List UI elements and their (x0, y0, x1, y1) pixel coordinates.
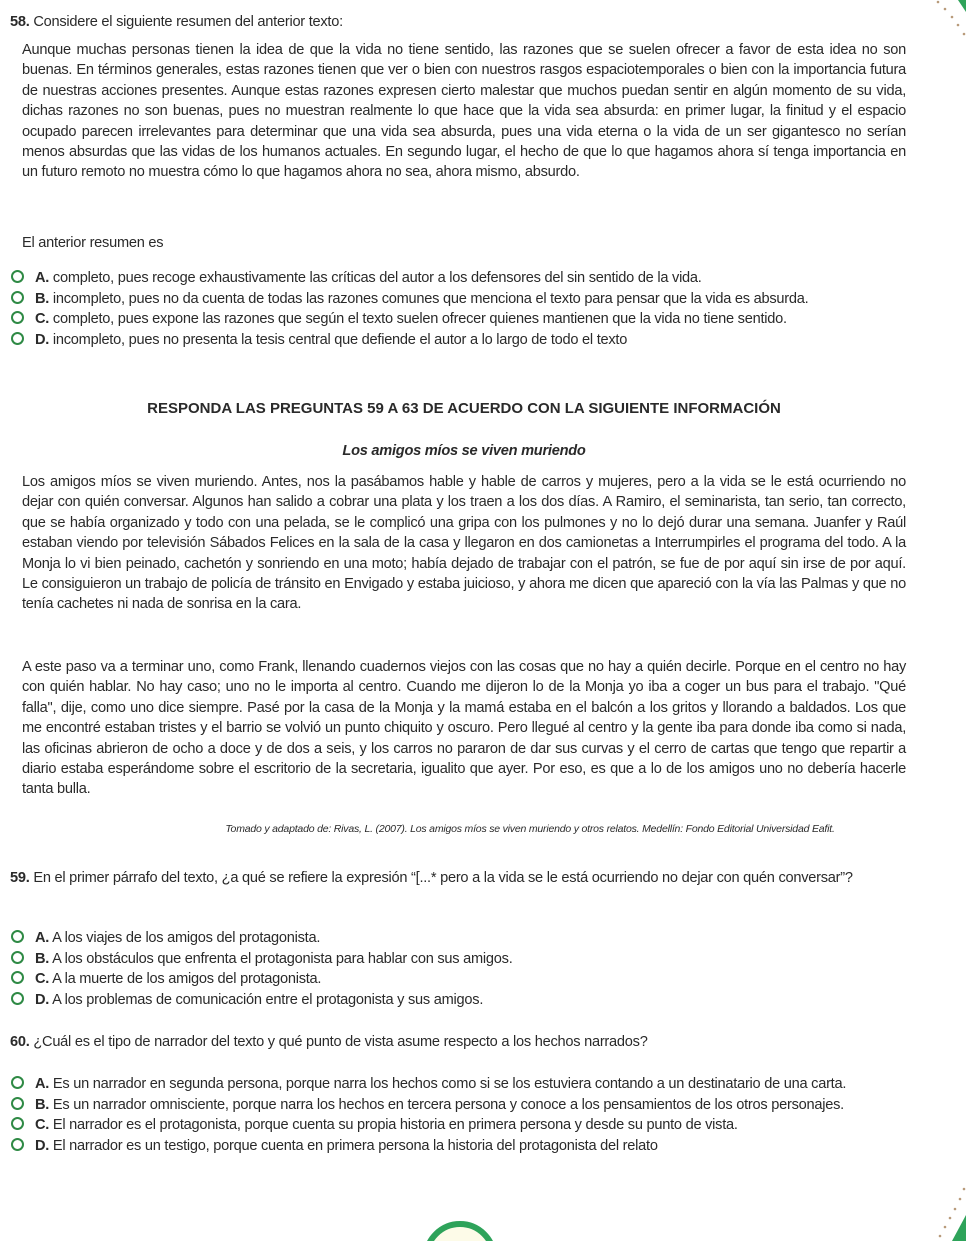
option-c[interactable] (23, 309, 907, 330)
option-text: El narrador es un testigo, porque cuenta en primera persona la historia del protagonista del relato (52, 1137, 658, 1154)
section-heading: RESPONDA LAS PREGUNTAS 59 A 63 DE ACUERDO CON LA SIGUIENTE INFORMACIÓN (147, 400, 781, 417)
option-letter: B. (35, 950, 50, 967)
option-letter: C. (35, 971, 50, 987)
option-letter: C. (35, 311, 50, 327)
option-d[interactable] (23, 1136, 907, 1157)
option-text: incompleto, pues no presenta la tesis central que defiende el autor a lo largo de todo el texto (52, 331, 628, 348)
option-letter: B. (35, 290, 50, 307)
option-text: incompleto, pues no da cuenta de todas las razones comunes que menciona el texto para pensar que la vida es absurda. (52, 290, 809, 307)
option-text: Es un narrador omnisciente, porque narra los hechos en tercera persona y conoce a los pensamientos de los otros personajes. (52, 1096, 844, 1113)
option-a[interactable] (23, 268, 907, 289)
option-letter: D. (35, 991, 50, 1008)
option-letter: A. (35, 1076, 50, 1092)
option-text: El narrador es el protagonista, porque cuenta su propia historia en primera persona y desde su punto de vista. (52, 1117, 738, 1133)
option-letter: D. (35, 1137, 50, 1154)
q59-options (23, 928, 907, 1010)
question-text: Considere el siguiente resumen del anterior texto: (33, 14, 343, 30)
option-text: A los viajes de los amigos del protagonista. (52, 930, 321, 946)
option-text: completo, pues recoge exhaustivamente las críticas del autor a los defensores del sin sentido de la vida. (52, 270, 702, 286)
corner-decoration-bottom (900, 1185, 966, 1241)
option-letter: A. (35, 270, 50, 286)
question-58 (10, 12, 906, 32)
question-prompt (10, 1032, 906, 1052)
radio-button[interactable] (11, 992, 24, 1005)
q60-options (23, 1074, 907, 1156)
option-b[interactable] (23, 289, 907, 310)
question-text: ¿Cuál es el tipo de narrador del texto y qué punto de vista asume respecto a los hechos narrados? (33, 1034, 648, 1050)
radio-button[interactable] (11, 1097, 24, 1110)
option-b[interactable] (23, 1095, 907, 1116)
option-d[interactable] (23, 990, 907, 1011)
question-number: 60. (10, 1034, 30, 1050)
option-d[interactable] (23, 330, 907, 351)
option-a[interactable] (23, 928, 907, 949)
option-text: A la muerte de los amigos del protagonista. (52, 971, 322, 987)
radio-button[interactable] (11, 971, 24, 984)
paragraph-text: A este paso va a terminar uno, como Frank, llenando cuadernos viejos con las cosas que no hay a quién decirle. Porque en el centro no hay con quién hablar. No hay caso; uno no le importa al centro. Cuando me dijeron lo de la Monja yo iba a coger un bus para el trabajo. "Qué falla", dije, como uno dice siempre. Pasé por la casa de la Monja y la mamá estaba en el balcón a los gritos y llorando a baldados. Los que me encontré estaban tristes y el barrio se volvió un punto chiquito y oscuro. Pero llegué al centro y la gente iba para donde iba como si nada, las oficinas abrieron de ocho a doce y de dos a seis, y los carros no pararon de dar sus curvas y el cerro de cartas que tengo que repartir a diario estaba esperándome sobre el escritorio de la secretaria, igualito que ayer. Por eso, es que a lo de los amigos uno no debería hacerle tanta bulla. (22, 659, 906, 798)
question-60 (10, 1032, 906, 1052)
option-text: completo, pues expone las razones que según el texto suelen ofrecer quienes mantienen que la vida no tiene sentido. (52, 311, 787, 327)
option-a[interactable] (23, 1074, 907, 1095)
radio-button[interactable] (11, 951, 24, 964)
corner-decoration-top (900, 0, 966, 45)
question-number: 58. (10, 14, 30, 30)
radio-button[interactable] (11, 930, 24, 943)
story-paragraph-2 (22, 657, 906, 800)
summary-text-block (22, 40, 906, 183)
radio-button[interactable] (11, 1076, 24, 1089)
question-prompt (10, 12, 906, 32)
option-letter: C. (35, 1117, 50, 1133)
option-letter: B. (35, 1096, 50, 1113)
question-prompt (10, 868, 906, 888)
question-stem (22, 233, 906, 253)
option-c[interactable] (23, 1115, 907, 1136)
option-c[interactable] (23, 969, 907, 990)
citation: Tomado y adaptado de: Rivas, L. (2007). Los amigos míos se viven muriendo y otros relatos. Medellín: Fondo Editorial Universidad Eafit. (225, 823, 835, 835)
paragraph-text: Los amigos míos se viven muriendo. Antes, nos la pasábamos hable y hable de carros y mujeres, pero a la vida se le está ocurriendo no dejar con quién conversar. Algunos han salido a cobrar una plata y los traen a los dos días. A Ramiro, el seminarista, tan serio, tan correcto, que se había organizado y todo con una pelada, se le complicó una gripa con los pulmones y no lo dejó durar una semana. Juanfer y Raúl estaban viendo por televisión Sábados Felices en la sala de la casa y llegaron en dos camionetas a Interrumpirles el programa del todo. A la Monja lo vi bien peinado, cachetón y sonriendo en una moto; había dejado de trabajar con el patrón, se fue de por aquí sin irse de por aquí. Le consiguieron un trabajo de policía de tránsito en Envigado y estaba juicioso, y ahora me dicen que apareció con la vía las Palmas y que no tenía cachetes ni nada de sonrisa en la cara. (22, 474, 906, 613)
summary-paragraph: Aunque muchas personas tienen la idea de que la vida no tiene sentido, las razones que se suelen ofrecer a favor de esta idea no son buenas. En términos generales, estas razones tienen que ver o bien con nuestros rasgos espaciotemporales o bien con la importancia futura de nuestras acciones presentes. Aunque estas razones expresen cierto malestar que muchos puedan sentir en algún momento de su vida, dichas razones no son buenas, pues no muestran realmente lo que hace que la vida sea absurda: en primer lugar, la finitud y el espacio ocupado parecen irrelevantes para determinar que una vida sea absurda, pues una vida eterna o la vida de un ser gigantesco no serían menos absurdas que las vidas de los humanos actuales. En segundo lugar, el hecho de que lo que hagamos ahora sí tenga importancia en un futuro remoto no muestra cómo lo que hagamos ahora no sea, ahora mismo, absurdo. (22, 42, 906, 181)
question-number: 59. (10, 870, 30, 886)
radio-button[interactable] (11, 311, 24, 324)
option-letter: D. (35, 331, 50, 348)
radio-button[interactable] (11, 270, 24, 283)
option-letter: A. (35, 930, 50, 946)
radio-button[interactable] (11, 1138, 24, 1151)
question-59 (10, 868, 906, 888)
option-b[interactable] (23, 949, 907, 970)
option-text: A los problemas de comunicación entre el protagonista y sus amigos. (52, 991, 484, 1008)
radio-button[interactable] (11, 1117, 24, 1130)
circle-decoration-bottom (420, 1218, 500, 1241)
story-paragraph-1 (22, 472, 906, 615)
stem-text: El anterior resumen es (22, 235, 164, 251)
radio-button[interactable] (11, 291, 24, 304)
option-text: Es un narrador en segunda persona, porque narra los hechos como si se los estuviera contando a un destinatario de una carta. (52, 1076, 847, 1092)
q58-options (23, 268, 907, 350)
option-text: A los obstáculos que enfrenta el protagonista para hablar con sus amigos. (52, 950, 513, 967)
question-text: En el primer párrafo del texto, ¿a qué se refiere la expresión “[...* pero a la vida se le está ocurriendo no dejar con quén conversar”? (33, 870, 853, 886)
story-title: Los amigos míos se viven muriendo (342, 443, 586, 459)
radio-button[interactable] (11, 332, 24, 345)
